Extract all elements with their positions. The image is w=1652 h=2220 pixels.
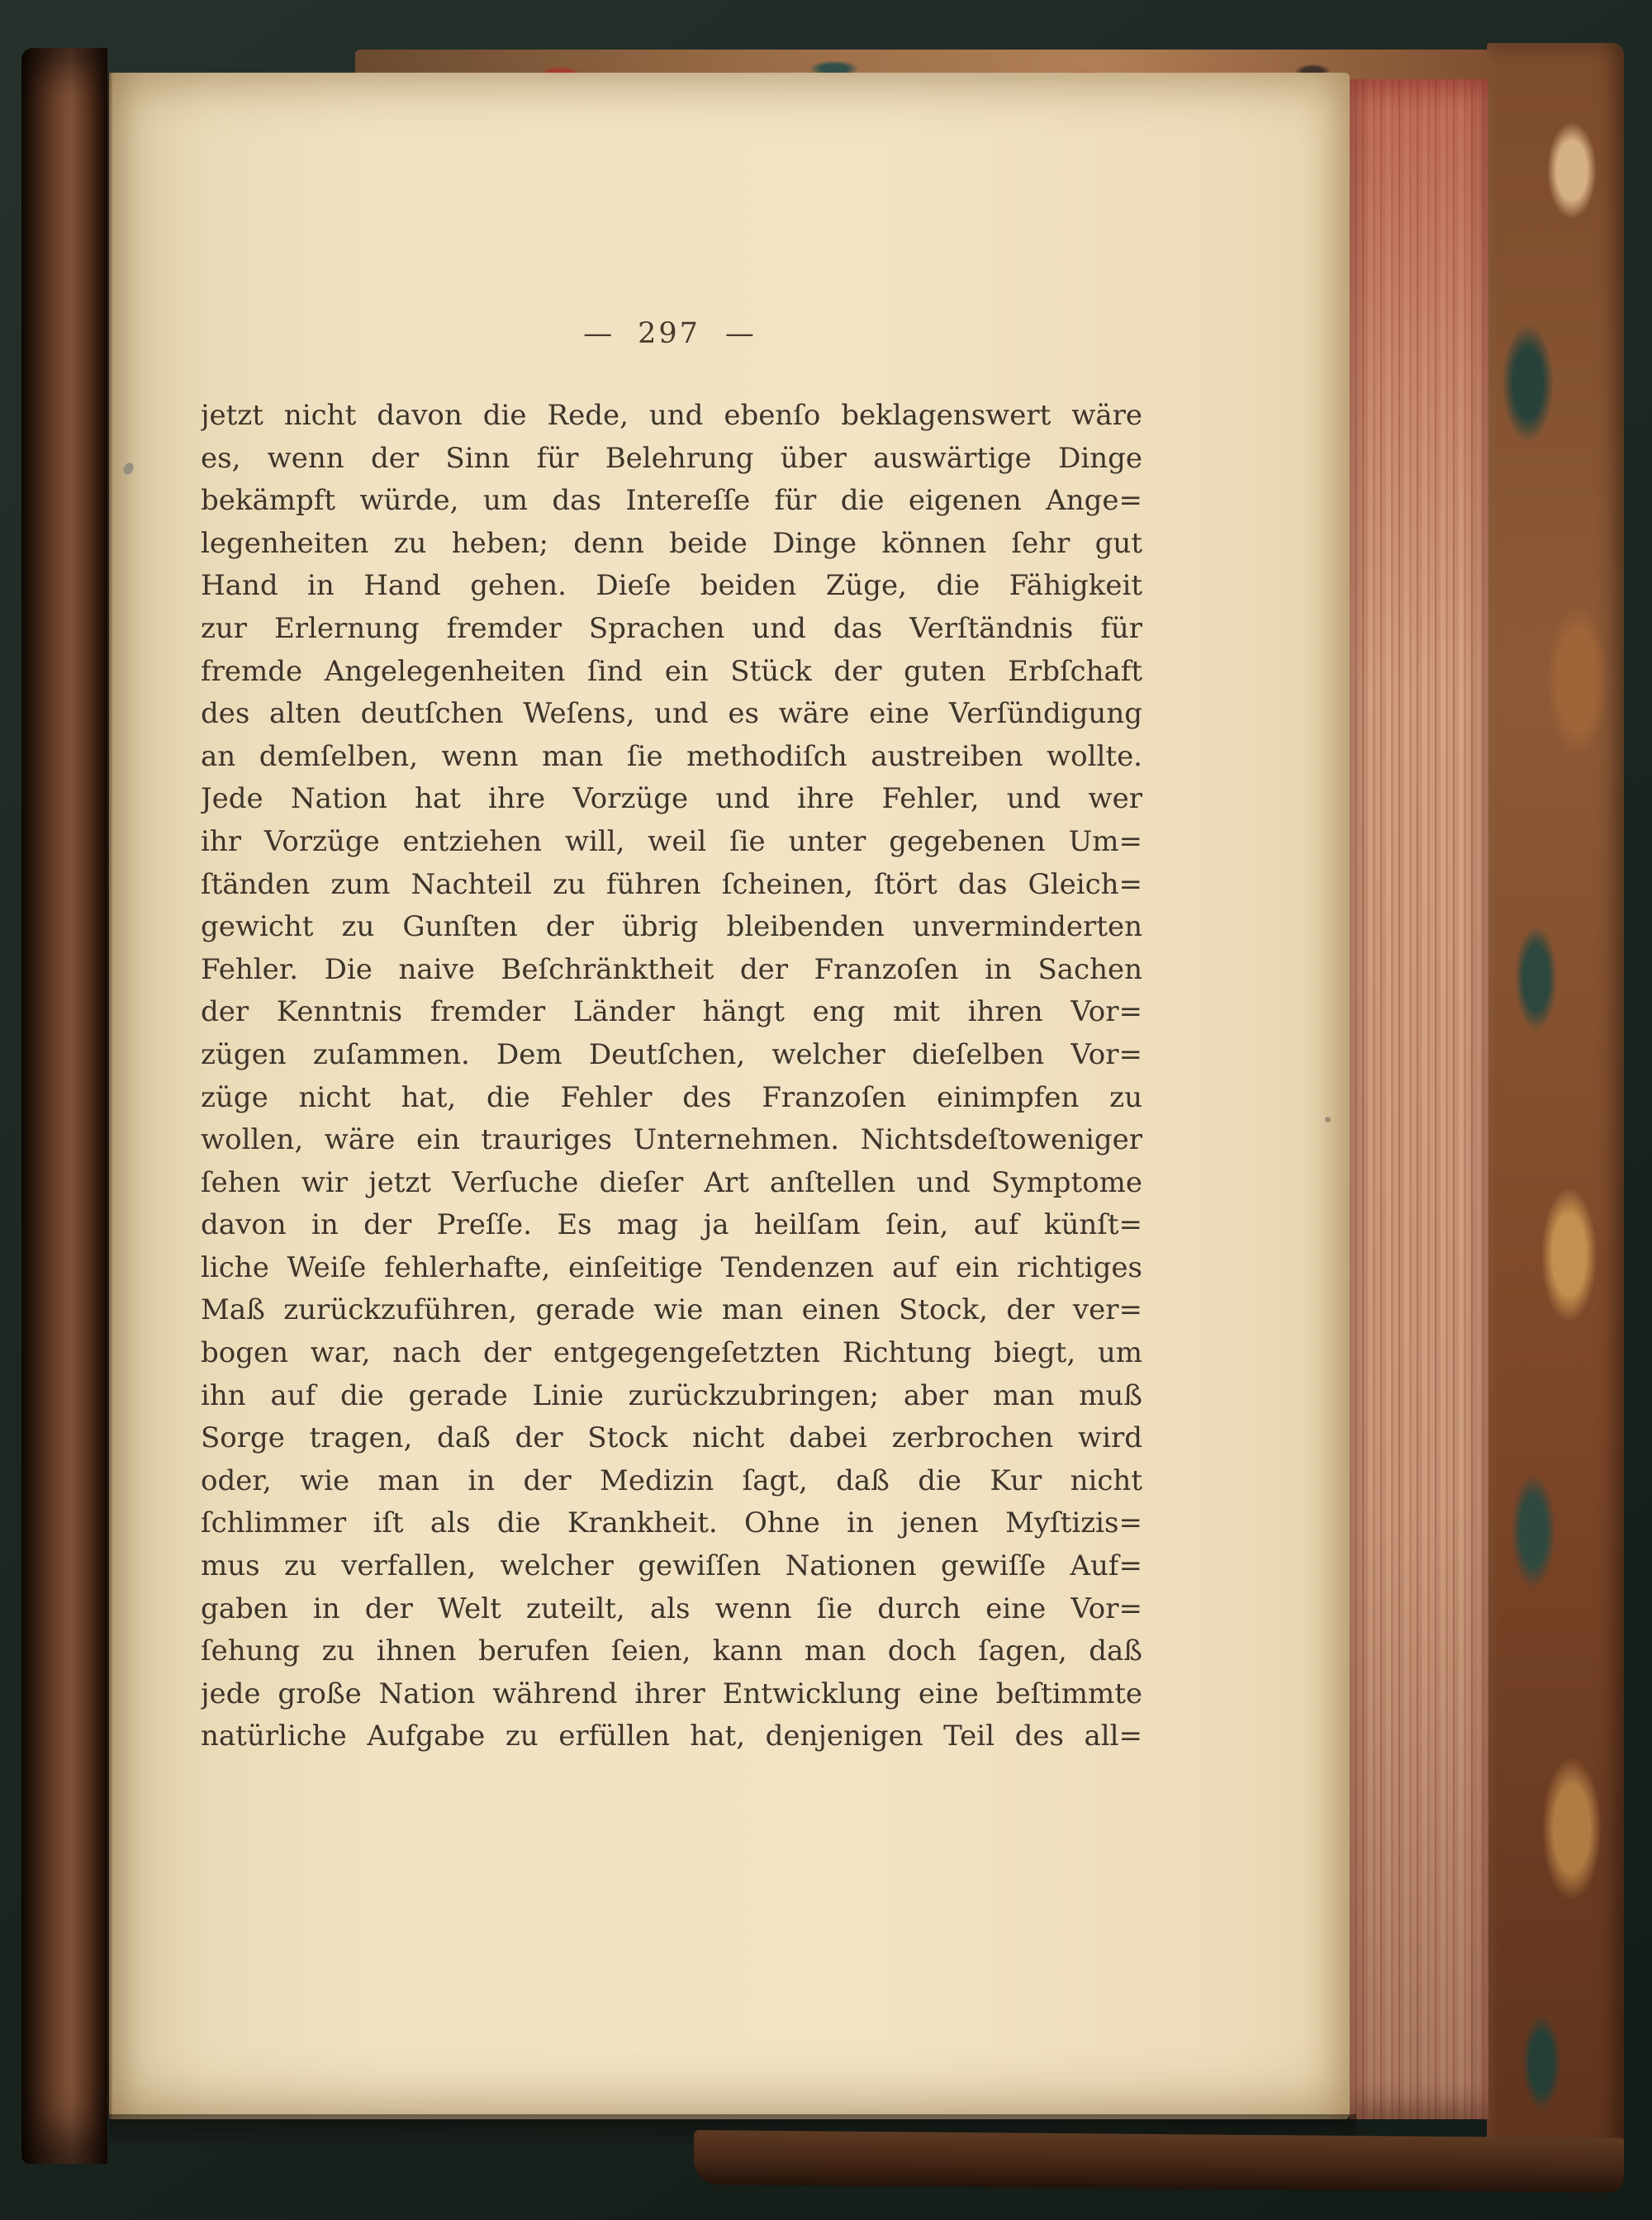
text-line: davon in der Preſſe. Es mag ja heilſam ſein, auf künſt= bbox=[201, 1208, 1142, 1242]
text-line: der Kenntnis fremder Länder hängt eng mit ihren Vor= bbox=[201, 995, 1142, 1029]
text-line: züge nicht hat, die Fehler des Franzoſen einimpfen zu bbox=[201, 1080, 1142, 1114]
text-line: Sorge tragen, daß der Stock nicht dabei zerbrochen wird bbox=[201, 1421, 1142, 1455]
marbled-cover-board bbox=[1487, 43, 1624, 2169]
body-text bbox=[201, 395, 1142, 1758]
page-number-dash-left: — bbox=[583, 317, 614, 350]
text-line: gewicht zu Gunſten der übrig bleibenden unverminderten bbox=[201, 910, 1142, 944]
text-line: ſtänden zum Nachteil zu führen ſcheinen, ſtört das Gleich= bbox=[201, 867, 1142, 901]
text-line: ſehung zu ihnen berufen ſeien, kann man doch ſagen, daß bbox=[201, 1634, 1142, 1668]
text-line: an demſelben, wenn man ſie methodiſch austreiben wollte. bbox=[201, 739, 1142, 773]
text-line: fremde Angelegenheiten ſind ein Stück der guten Erbſchaft bbox=[201, 654, 1142, 688]
text-line: liche Weiſe fehlerhafte, einſeitige Tendenzen auf ein richtiges bbox=[201, 1250, 1142, 1284]
text-line: wollen, wäre ein trauriges Unternehmen. Nichtsdeſtoweniger bbox=[201, 1123, 1142, 1157]
text-line: zügen zuſammen. Dem Deutſchen, welcher dieſelben Vor= bbox=[201, 1037, 1142, 1071]
text-line: bekämpft würde, um das Intereſſe für die eigenen Ange= bbox=[201, 484, 1142, 518]
page-number-row bbox=[198, 317, 1140, 350]
text-line: jede große Nation während ihrer Entwicklung eine beſtimmte bbox=[201, 1677, 1142, 1710]
text-line: des alten deutſchen Weſens, und es wäre eine Verſündigung bbox=[201, 697, 1142, 731]
page-number-dash-right: — bbox=[724, 317, 755, 350]
text-line: legenheiten zu heben; denn beide Dinge können ſehr gut bbox=[201, 526, 1142, 560]
text-line: gaben in der Welt zuteilt, als wenn ſie durch eine Vor= bbox=[201, 1591, 1142, 1625]
gutter-crease bbox=[104, 73, 112, 2119]
paper-speck bbox=[1325, 1117, 1331, 1122]
text-line: ihn auf die gerade Linie zurückzubringen; aber man muß bbox=[201, 1378, 1142, 1412]
text-line: zur Erlernung fremder Sprachen und das Verſtändnis für bbox=[201, 611, 1142, 645]
text-line: es, wenn der Sinn für Belehrung über auswärtige Dinge bbox=[201, 441, 1142, 475]
text-line: Fehler. Die naive Beſchränktheit der Franzoſen in Sachen bbox=[201, 952, 1142, 986]
text-line: jetzt nicht davon die Rede, und ebenſo beklagenswert wäre bbox=[201, 399, 1142, 432]
text-line: mus zu verfallen, welcher gewiſſen Nationen gewiſſe Auf= bbox=[201, 1549, 1142, 1583]
page-fore-edge bbox=[1350, 79, 1488, 2119]
bottom-cover-edge bbox=[694, 2130, 1625, 2193]
text-line: bogen war, nach der entgegengeſetzten Richtung biegt, um bbox=[201, 1336, 1142, 1370]
text-line: Hand in Hand gehen. Dieſe beiden Züge, die Fähigkeit bbox=[201, 569, 1142, 603]
text-line: ſehen wir jetzt Verſuche dieſer Art anſtellen und Symptome bbox=[201, 1165, 1142, 1199]
text-line: oder, wie man in der Medizin ſagt, daß die Kur nicht bbox=[201, 1463, 1142, 1497]
text-line: Jede Nation hat ihre Vorzüge und ihre Fehler, und wer bbox=[201, 782, 1142, 816]
text-line: ihr Vorzüge entziehen will, weil ſie unter gegebenen Um= bbox=[201, 824, 1142, 858]
text-line: natürliche Aufgabe zu erfüllen hat, denjenigen Teil des all= bbox=[201, 1720, 1142, 1753]
text-line: Maß zurückzuführen, gerade wie man einen Stock, der ver= bbox=[201, 1293, 1142, 1327]
book-spine bbox=[21, 48, 107, 2164]
page-number: 297 bbox=[638, 317, 700, 350]
text-line: ſchlimmer iſt als die Krankheit. Ohne in jenen Myſtizis= bbox=[201, 1506, 1142, 1540]
